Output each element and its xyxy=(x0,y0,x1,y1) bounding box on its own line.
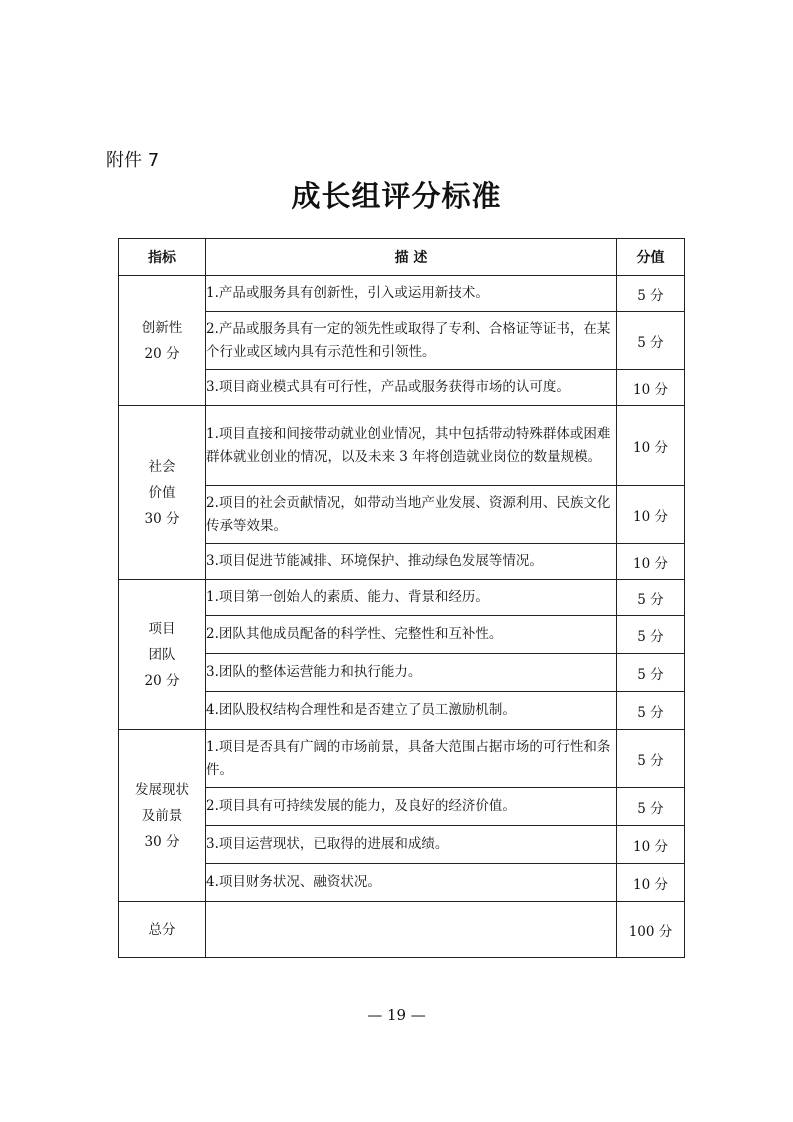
row-score: 10 分 xyxy=(617,864,685,902)
category-line: 30 分 xyxy=(144,510,180,527)
table-row xyxy=(119,730,685,788)
total-row xyxy=(119,902,685,958)
row-description: 3.项目运营现状，已取得的进展和成绩。 xyxy=(206,826,617,864)
row-score: 5 分 xyxy=(617,654,685,692)
row-score: 5 分 xyxy=(617,312,685,370)
table-row xyxy=(119,406,685,486)
row-description: 1.项目第一创始人的素质、能力、背景和经历。 xyxy=(206,580,617,616)
row-score: 5 分 xyxy=(617,616,685,654)
category-line: 及前景 xyxy=(141,807,183,824)
row-description: 3.项目商业模式具有可行性，产品或服务获得市场的认可度。 xyxy=(206,370,617,406)
category-line: 社会 xyxy=(148,458,176,475)
header-description: 描 述 xyxy=(206,239,617,276)
row-score: 5 分 xyxy=(617,692,685,730)
table-row xyxy=(119,580,685,616)
category-social-value xyxy=(119,406,206,580)
row-score: 10 分 xyxy=(617,544,685,580)
category-line: 项目 xyxy=(148,620,176,637)
category-line: 团队 xyxy=(148,646,176,663)
row-description: 2.团队其他成员配备的科学性、完整性和互补性。 xyxy=(206,616,617,654)
attachment-label: 附件 7 xyxy=(106,150,160,171)
row-description: 1.产品或服务具有创新性，引入或运用新技术。 xyxy=(206,276,617,312)
row-score: 10 分 xyxy=(617,406,685,486)
category-innovation xyxy=(119,276,206,406)
row-score: 5 分 xyxy=(617,580,685,616)
row-score: 5 分 xyxy=(617,276,685,312)
row-score: 5 分 xyxy=(617,730,685,788)
category-line: 30 分 xyxy=(144,833,180,850)
row-description: 4.团队股权结构合理性和是否建立了员工激励机制。 xyxy=(206,692,617,730)
category-line: 价值 xyxy=(148,484,176,501)
category-project-team xyxy=(119,580,206,730)
category-line: 20 分 xyxy=(144,345,180,362)
header-indicator: 指标 xyxy=(119,239,206,276)
row-description: 2.项目具有可持续发展的能力，及良好的经济价值。 xyxy=(206,788,617,826)
page-number: — 19 — xyxy=(367,1006,426,1024)
row-score: 10 分 xyxy=(617,826,685,864)
row-description: 3.项目促进节能减排、环境保护、推动绿色发展等情况。 xyxy=(206,544,617,580)
row-description: 1.项目是否具有广阔的市场前景，具备大范围占据市场的可行性和条件。 xyxy=(206,730,617,788)
total-score: 100 分 xyxy=(617,902,685,958)
row-description: 1.项目直接和间接带动就业创业情况，其中包括带动特殊群体或困难群体就业创业的情况，以及未来 3 年将创造就业岗位的数量规模。 xyxy=(206,406,617,486)
row-description: 3.团队的整体运营能力和执行能力。 xyxy=(206,654,617,692)
page-title: 成长组评分标准 xyxy=(291,179,502,213)
table-row xyxy=(119,276,685,312)
header-score: 分值 xyxy=(617,239,685,276)
row-description: 2.产品或服务具有一定的领先性或取得了专利、合格证等证书，在某个行业或区域内具有示范性和引领性。 xyxy=(206,312,617,370)
category-line: 创新性 xyxy=(141,319,183,336)
category-line: 20 分 xyxy=(144,672,180,689)
row-score: 10 分 xyxy=(617,486,685,544)
row-description: 2.项目的社会贡献情况，如带动当地产业发展、资源利用、民族文化传承等效果。 xyxy=(206,486,617,544)
category-development-outlook xyxy=(119,730,206,902)
scoring-table xyxy=(118,238,685,958)
row-description: 4.项目财务状况、融资状况。 xyxy=(206,864,617,902)
total-label: 总分 xyxy=(119,902,206,958)
total-description xyxy=(206,902,617,958)
row-score: 10 分 xyxy=(617,370,685,406)
category-line: 发展现状 xyxy=(135,781,189,798)
table-header-row xyxy=(119,239,685,276)
row-score: 5 分 xyxy=(617,788,685,826)
